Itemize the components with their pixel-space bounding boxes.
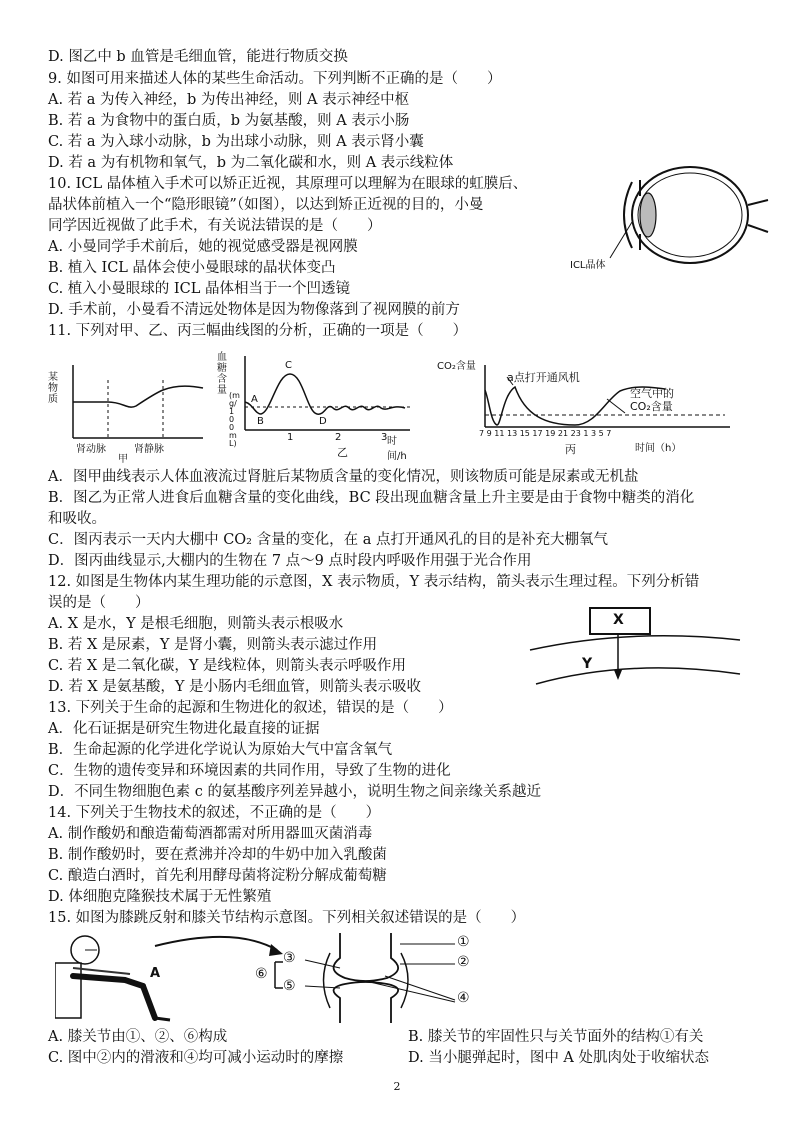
q10-option-a: A. 小曼同学手术前后，她的视觉感受器是视网膜 [48, 239, 358, 255]
q14-option-b: B. 制作酸奶时，要在煮沸并冷却的牛奶中加入乳酸菌 [48, 847, 387, 863]
q13-option-d: D．不同生物细胞色素 c 的氨基酸序列差异越小，说明生物之间亲缘关系越近 [48, 784, 541, 800]
q12-option-d: D. 若 X 是氨基酸，Y 是小肠内毛细血管，则箭头表示吸收 [48, 679, 422, 695]
bing-annot-air: 空气中的 [630, 387, 674, 400]
q14-option-c: C. 酿造白酒时，首先利用酵母菌将淀粉分解成葡萄糖 [48, 868, 387, 884]
q10-option-c: C. 植入小曼眼球的 ICL 晶体相当于一个凹透镜 [48, 281, 350, 297]
graph-yi [215, 352, 415, 462]
q9-option-d: D. 若 a 为有机物和氧气，b 为二氧化碳和水，则 A 表示线粒体 [48, 155, 454, 171]
q10-stem-2: 晶状体前植入一个“隐形眼镜”（如图），以达到矫正近视的目的，小曼 [48, 197, 484, 213]
q11-option-c: C．图丙表示一天内大棚中 CO₂ 含量的变化，在 a 点打开通风孔的目的是补充大棚氧气 [48, 532, 608, 548]
eye-figure [570, 160, 770, 275]
bing-ticks: 7 9 11 13 15 17 19 21 23 1 3 5 7 [479, 429, 612, 438]
bing-ylabel: CO₂含量 [437, 361, 476, 372]
yi-point-d: D [319, 416, 327, 427]
q9-option-c: C. 若 a 为入球小动脉，b 为出球小动脉，则 A 表示肾小囊 [48, 134, 424, 150]
page-number: 2 [393, 1080, 401, 1093]
q13-option-c: C．生物的遗传变异和环境因素的共同作用，导致了生物的进化 [48, 763, 451, 779]
jia-ylabel: 某物质 [48, 372, 58, 405]
yi-tick-3: 3 [381, 432, 388, 443]
q14-option-a: A. 制作酸奶和酿造葡萄酒都需对所用器皿灭菌消毒 [48, 826, 373, 842]
knee-label-2: ② [457, 954, 470, 970]
q11-option-b-2: 和吸收。 [48, 511, 106, 527]
knee-label-a: A [150, 966, 161, 981]
yi-point-b: B [257, 416, 264, 427]
q9-stem: 9. 如图可用来描述人体的某些生命活动。下列判断不正确的是（ ） [48, 71, 502, 87]
q15-option-a: A. 膝关节由①、②、⑥构成 [48, 1029, 228, 1045]
graph-jia [48, 360, 208, 465]
q15-option-b: B. 膝关节的牢固性只与关节面外的结构①有关 [408, 1029, 704, 1045]
yi-point-a: A [251, 394, 258, 405]
q15-option-d: D. 当小腿弹起时，图中 A 处肌肉处于收缩状态 [408, 1050, 710, 1066]
q12-option-a: A. X 是水，Y 是根毛细胞，则箭头表示根吸水 [48, 616, 344, 632]
q8-option-d: D. 图乙中 b 血管是毛细血管，能进行物质交换 [48, 49, 348, 65]
q13-stem: 13. 下列关于生命的起源和生物进化的叙述，错误的是（ ） [48, 700, 453, 716]
q11-option-b-1: B．图乙为正常人进食后血糖含量的变化曲线，BC 段出现血糖含量上升主要是由于食物中糖类的消化 [48, 490, 695, 506]
bing-caption: 丙 [565, 443, 576, 456]
q10-option-b: B. 植入 ICL 晶体会使小曼眼球的晶状体变凸 [48, 260, 336, 276]
q13-option-a: A．化石证据是研究生物进化最直接的证据 [48, 721, 320, 737]
jia-x1: 肾动脉 [76, 444, 106, 455]
yi-caption: 乙 [337, 446, 348, 459]
yi-point-c: C [285, 360, 292, 371]
q11-option-d: D．图丙曲线显示,大棚内的生物在 7 点～9 点时段内呼吸作用强于光合作用 [48, 553, 532, 569]
q12-stem-2: 误的是（ ） [48, 595, 150, 611]
bing-xunit: 时间（h） [635, 443, 682, 454]
yi-unit: (mg/100mL) [229, 391, 240, 448]
yi-ylabel: 血糖含量 [217, 352, 227, 396]
q12-option-c: C. 若 X 是二氧化碳，Y 是线粒体，则箭头表示呼吸作用 [48, 658, 407, 674]
knee-label-5: ⑤ [283, 978, 296, 994]
yi-tick-2: 2 [335, 432, 342, 443]
bing-annot-co2: CO₂含量 [630, 400, 673, 413]
yi-tick-1: 1 [287, 432, 294, 443]
q9-option-a: A. 若 a 为传入神经，b 为传出神经，则 A 表示神经中枢 [48, 92, 410, 108]
jia-x2: 肾静脉 [134, 444, 164, 455]
knee-label-4: ④ [457, 990, 470, 1006]
q9-option-b: B. 若 a 为食物中的蛋白质，b 为氨基酸，则 A 表示小肠 [48, 113, 410, 129]
icl-label: ICL晶体 [570, 260, 606, 271]
q12-option-b: B. 若 X 是尿素，Y 是肾小囊，则箭头表示滤过作用 [48, 637, 378, 653]
q11-option-a: A．图甲曲线表示人体血液流过肾脏后某物质含量的变化情况，则该物质可能是尿素或无机盐 [48, 469, 639, 485]
graph-bing [435, 355, 735, 460]
q13-option-b: B．生命起源的化学进化学说认为原始大气中富含氧气 [48, 742, 393, 758]
q15-option-c: C. 图中②内的滑液和④均可减小运动时的摩擦 [48, 1050, 344, 1066]
q11-stem: 11. 下列对甲、乙、丙三幅曲线图的分析，正确的一项是（ ） [48, 323, 468, 339]
q10-stem-1: 10. ICL 晶体植入手术可以矫正近视，其原理可以理解为在眼球的虹膜后、 [48, 176, 528, 192]
q10-stem-3: 同学因近视做了此手术，有关说法错误的是（ ） [48, 218, 382, 234]
xy-label-y: Y [582, 656, 593, 672]
q15-stem: 15. 如图为膝跳反射和膝关节结构示意图。下列相关叙述错误的是（ ） [48, 910, 526, 926]
knee-figure [55, 928, 515, 1028]
xy-label-x: X [613, 612, 624, 628]
q10-option-d: D. 手术前，小曼看不清远处物体是因为物像落到了视网膜的前方 [48, 302, 460, 318]
knee-label-1: ① [457, 934, 470, 950]
q12-stem-1: 12. 如图是生物体内某生理功能的示意图，X 表示物质，Y 表示结构，箭头表示生理过程。下列分析错 [48, 574, 700, 590]
knee-label-3: ③ [283, 950, 296, 966]
yi-xunit: 时间/h [387, 436, 407, 462]
jia-caption: 甲 [118, 454, 128, 465]
q14-option-d: D. 体细胞克隆猴技术属于无性繁殖 [48, 889, 272, 905]
bing-annot-a: a点打开通风机 [507, 371, 580, 384]
q14-stem: 14. 下列关于生物技术的叙述，不正确的是（ ） [48, 805, 381, 821]
knee-label-6: ⑥ [255, 966, 268, 982]
xy-figure [520, 600, 750, 690]
